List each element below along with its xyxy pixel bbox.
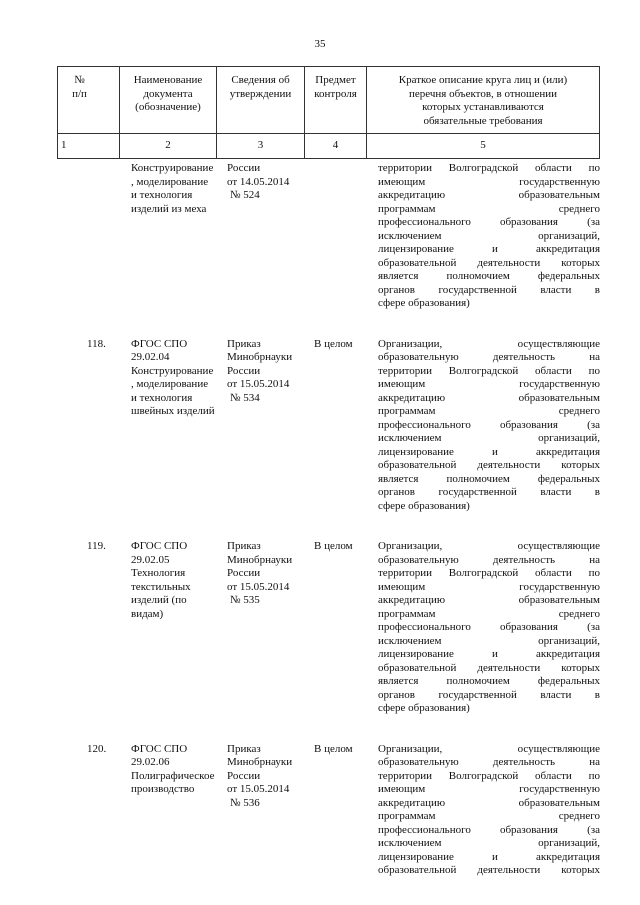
header-document: Наименование документа (обозначение) bbox=[119, 67, 216, 133]
row-document: ФГОС СПО 29.02.04 Конструирование , моделирование и технология швейных изделий bbox=[131, 337, 215, 417]
table-header-row bbox=[57, 66, 600, 133]
requirements-table bbox=[57, 66, 600, 878]
row-subject: В целом bbox=[314, 337, 353, 350]
column-number: 3 bbox=[216, 134, 304, 158]
row-description: Организации, осуществляющие образовательную деятельность на территории Волгоградской области по имеющим государственную аккредитацию образовательным программам среднего профессионального образования (за исключением организаций, лицензирование и аккредитация образовательной деятельности которых bbox=[378, 742, 600, 876]
header-description: Краткое описание круга лиц и (или) перечня объектов, в отношении которых устанавливаются обязательные требования bbox=[366, 67, 600, 133]
row-number: 119. bbox=[87, 540, 106, 552]
table-row bbox=[57, 162, 600, 311]
header-approval: Сведения об утверждении bbox=[216, 67, 304, 133]
page-number: 35 bbox=[314, 38, 326, 50]
header-subject: Предмет контроля bbox=[304, 67, 366, 133]
row-approval: Приказ Минобрнауки России от 15.05.2014 № 534 bbox=[227, 337, 293, 404]
column-number: 1 bbox=[57, 134, 119, 158]
row-subject: В целом bbox=[314, 742, 353, 755]
row-description: территории Волгоградской области по имеющим государственную аккредитацию образовательным программам среднего профессионального образования (за исключением организаций, лицензирование и аккредитация образовательной деятельности которых является полномочием федеральных органов государственной власти в сфере образования) bbox=[378, 162, 600, 309]
row-subject: В целом bbox=[314, 540, 353, 552]
row-number: 120. bbox=[87, 742, 107, 755]
column-number-row bbox=[57, 133, 600, 159]
table-row bbox=[57, 540, 600, 716]
table-row bbox=[57, 338, 600, 514]
row-description: Организации, осуществляющие образовательную деятельность на территории Волгоградской области по имеющим государственную аккредитацию образовательным программам среднего профессионального образования (за исключением организаций, лицензирование и аккредитация образовательной деятельности которых является полномочием федеральных органов государственной власти в сфере образования) bbox=[378, 337, 600, 512]
row-document: ФГОС СПО 29.02.05 Технология текстильных изделий (по видам) bbox=[131, 540, 191, 620]
row-approval: Приказ Минобрнауки России от 15.05.2014 № 536 bbox=[227, 742, 293, 809]
column-number: 2 bbox=[119, 134, 216, 158]
row-approval: Приказ Минобрнауки России от 15.05.2014 № 535 bbox=[227, 540, 293, 606]
row-approval: России от 14.05.2014 № 524 bbox=[227, 162, 290, 201]
column-number: 4 bbox=[304, 134, 366, 158]
row-description: Организации, осуществляющие образовательную деятельность на территории Волгоградской области по имеющим государственную аккредитацию образовательным программам среднего профессионального образования (за исключением организаций, лицензирование и аккредитация образовательной деятельности которых является полномочием федеральных органов государственной власти в сфере образования) bbox=[378, 540, 600, 714]
row-subject bbox=[304, 162, 366, 311]
row-document: ФГОС СПО 29.02.06 Полиграфическое производство bbox=[131, 742, 215, 795]
table-row bbox=[57, 743, 600, 878]
header-number: № п/п bbox=[57, 67, 119, 133]
row-document: Конструирование , моделирование и технология изделий из меха bbox=[131, 162, 214, 215]
row-number: 118. bbox=[87, 337, 106, 350]
column-number: 5 bbox=[366, 134, 600, 158]
row-number bbox=[57, 162, 119, 311]
